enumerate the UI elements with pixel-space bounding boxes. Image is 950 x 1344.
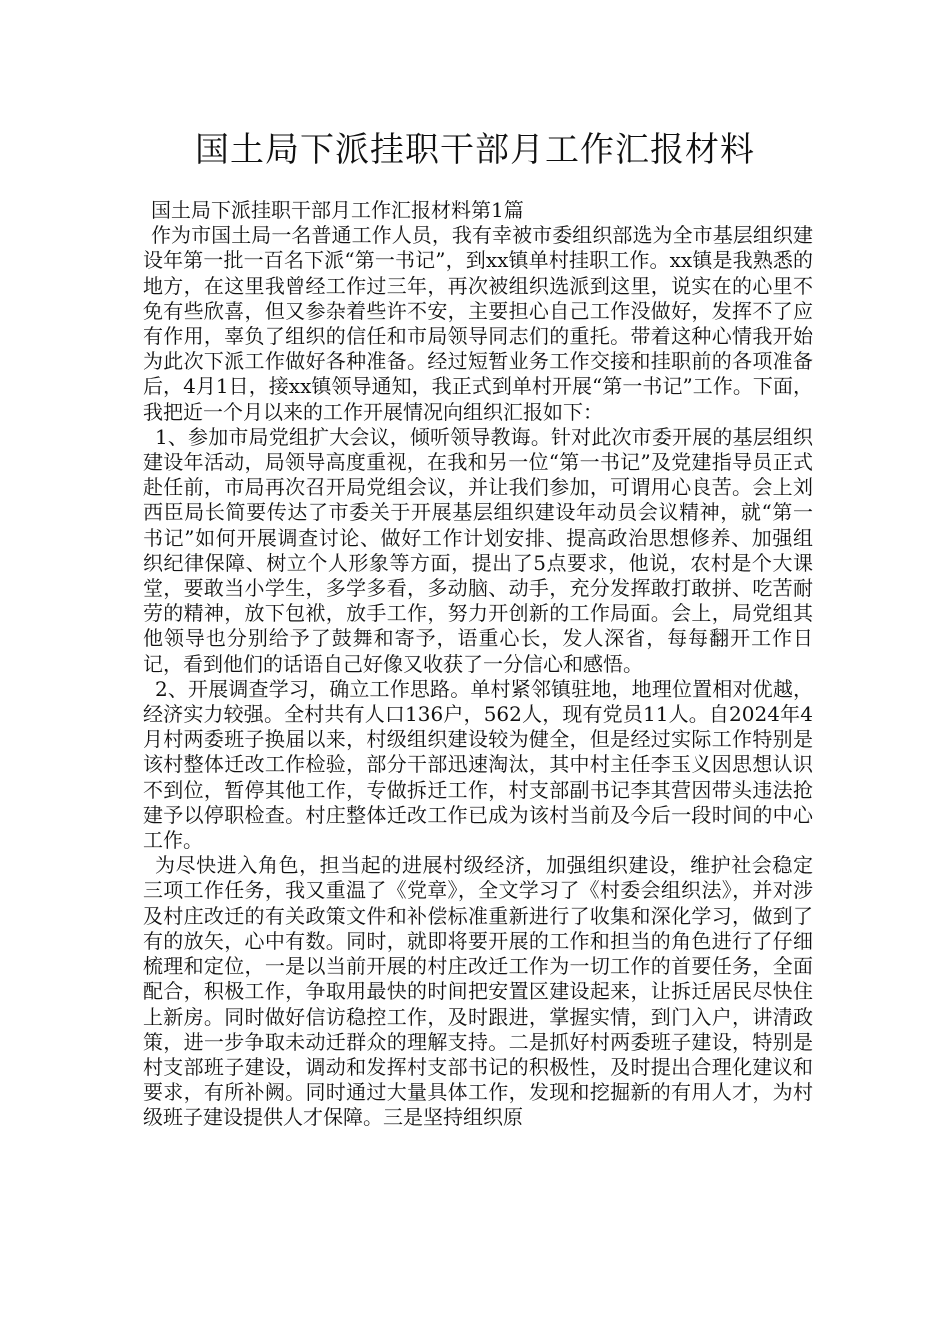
document-subtitle: 国土局下派挂职干部月工作汇报材料第1篇 [151,198,524,222]
paragraph-section-2: 2、开展调查学习，确立工作思路。单村紧邻镇驻地，地理位置相对优越，经济实力较强。全村共有人口136户，562人，现有党员11人。自2024年4月村两委班子换届以来，村级组织建设较为健全，但是经过实际工作特别是该村整体迁改工作检验，部分干部迅速淘汰，其中村主任李玉义因思想认识不到位，暂停其他工作，专做拆迁工作，村支部副书记李其营因带头违法抢建予以停职检查。村庄整体迁改工作已成为该村当前及今后一段时间的中心工作。 [143,676,813,853]
document-body [143,198,813,1131]
document-title: 国土局下派挂职干部月工作汇报材料 [195,130,755,170]
paragraph-intro: 作为市国土局一名普通工作人员，我有幸被市委组织部选为全市基层组织建设年第一批一百名下派“第一书记”，到xx镇单村挂职工作。xx镇是我熟悉的地方，在这里我曾经工作过三年，再次被组织选派到这里，说实在的心里不免有些欣喜，但又参杂着些许不安，主要担心自己工作没做好，发挥不了应有作用，辜负了组织的信任和市局领导同志们的重托。带着这种心情我开始为此次下派工作做好各种准备。经过短暂业务工作交接和挂职前的各项准备后，4月1日，接xx镇领导通知，我正式到单村开展“第一书记”工作。下面，我把近一个月以来的工作开展情况向组织汇报如下： [143,223,813,424]
paragraph-section-1: 1、参加市局党组扩大会议，倾听领导教诲。针对此次市委开展的基层组织建设年活动，局领导高度重视，在我和另一位“第一书记”及党建指导员正式赴任前，市局再次召开局党组会议，并让我们参加，可谓用心良苦。会上刘西臣局长简要传达了市委关于开展基层组织建设年动员会议精神，就“第一书记”如何开展调查讨论、做好工作计划安排、提高政治思想修养、加强组织纪律保障、树立个人形象等方面，提出了5点要求，他说，农村是个大课堂，要敢当小学生，多学多看，多动脑、动手，充分发挥敢打敢拼、吃苦耐劳的精神，放下包袱，放手工作，努力开创新的工作局面。会上，局党组其他领导也分别给予了鼓舞和寄予，语重心长，发人深省，每每翻开工作日记，看到他们的话语自己好像又收获了一分信心和感悟。 [143,424,813,676]
paragraph-work-plan: 为尽快进入角色，担当起的进展村级经济，加强组织建设，维护社会稳定三项工作任务，我又重温了《党章》，全文学习了《村委会组织法》，并对涉及村庄改迁的有关政策文件和补偿标准重新进行了收集和深化学习，做到了有的放矢，心中有数。同时，就即将要开展的工作和担当的角色进行了仔细梳理和定位，一是以当前开展的村庄改迁工作为一切工作的首要任务，全面配合，积极工作，争取用最快的时间把安置区建设起来，让拆迁居民尽快住上新房。同时做好信访稳控工作，及时跟进，掌握实情，到门入户，讲清政策，进一步争取未动迁群众的理解支持。二是抓好村两委班子建设，特别是村支部班子建设，调动和发挥村支部书记的积极性，及时提出合理化建议和要求，有所补阙。同时通过大量具体工作，发现和挖掘新的有用人才，为村级班子建设提供人才保障。三是坚持组织原 [143,853,813,1130]
